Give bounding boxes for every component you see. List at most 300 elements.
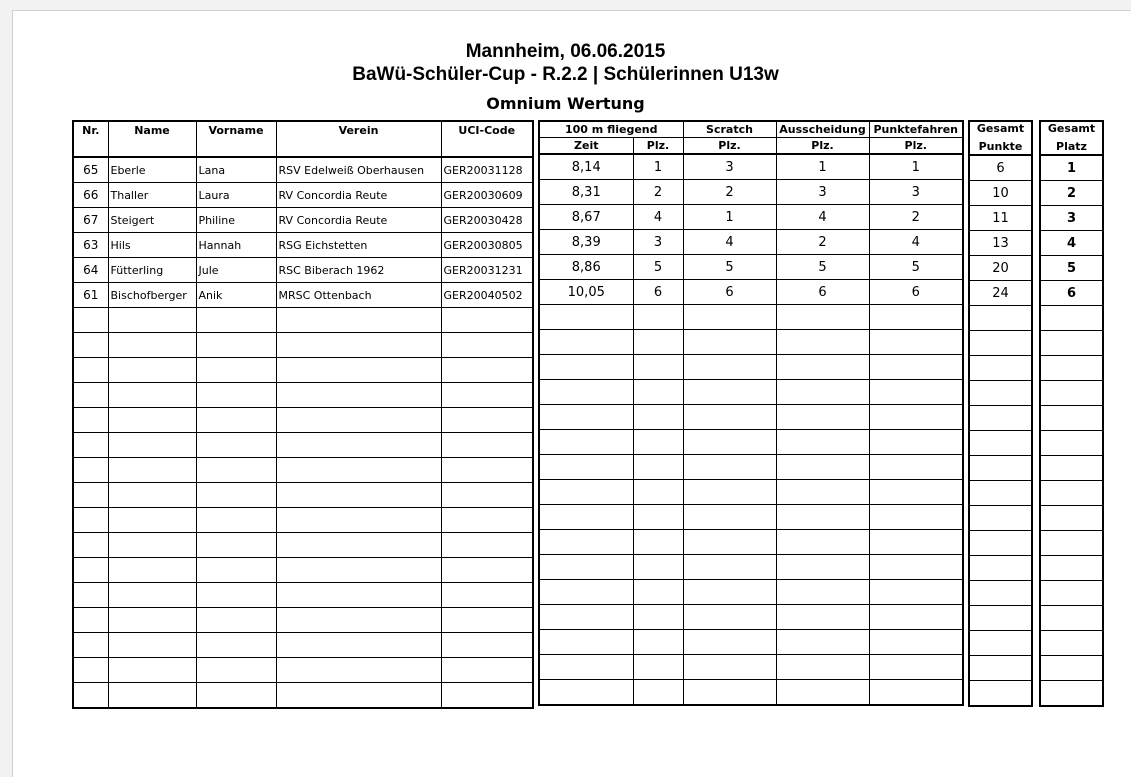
cell-uci-code (441, 333, 533, 358)
table-row (73, 608, 533, 633)
table-row (969, 506, 1032, 531)
table-row (969, 631, 1032, 656)
cell-gesamt-platz (1040, 556, 1103, 581)
table-row (1040, 606, 1103, 631)
cell-verein (276, 633, 441, 658)
table-row (539, 154, 963, 180)
table-row (969, 155, 1032, 181)
cell-vorname: Philine (196, 208, 276, 233)
cell-plz-punktefahren: 4 (869, 230, 963, 255)
table-row (73, 233, 533, 258)
table-row (539, 580, 963, 605)
cell-nr (73, 358, 108, 383)
cell-nr (73, 558, 108, 583)
cell-plz-scratch (683, 655, 776, 680)
cell-plz-scratch: 2 (683, 180, 776, 205)
cell-vorname (196, 433, 276, 458)
cell-plz-punktefahren: 5 (869, 255, 963, 280)
cell-verein (276, 583, 441, 608)
ranking-title: Omnium Wertung (486, 94, 645, 113)
cell-vorname (196, 683, 276, 709)
cell-plz-scratch (683, 680, 776, 706)
cell-plz-punktefahren (869, 530, 963, 555)
cell-plz-ausscheidung (776, 355, 869, 380)
cell-vorname (196, 308, 276, 333)
table-row (969, 406, 1032, 431)
cell-nr: 63 (73, 233, 108, 258)
table-row (969, 356, 1032, 381)
cell-gesamt-punkte (969, 506, 1032, 531)
cell-uci-code (441, 458, 533, 483)
cell-name: Steigert (108, 208, 196, 233)
cell-gesamt-punkte (969, 531, 1032, 556)
cell-zeit (539, 505, 633, 530)
cell-gesamt-punkte (969, 431, 1032, 456)
cell-plz-punktefahren (869, 380, 963, 405)
cell-name (108, 408, 196, 433)
table-row (1040, 456, 1103, 481)
cell-nr: 66 (73, 183, 108, 208)
table-row (539, 680, 963, 706)
cell-verein (276, 683, 441, 709)
table-row (1040, 356, 1103, 381)
table-row (73, 458, 533, 483)
total-points-table (968, 120, 1033, 707)
cell-nr (73, 508, 108, 533)
table-row (539, 230, 963, 255)
table-row (73, 433, 533, 458)
cell-uci-code (441, 383, 533, 408)
cell-verein (276, 533, 441, 558)
cell-uci-code (441, 408, 533, 433)
table-row (73, 183, 533, 208)
table-row (969, 606, 1032, 631)
cell-gesamt-platz (1040, 656, 1103, 681)
cell-plz-ausscheidung: 4 (776, 205, 869, 230)
cell-gesamt-platz (1040, 431, 1103, 456)
table-row (539, 305, 963, 330)
cell-name (108, 358, 196, 383)
cell-plz-ausscheidung (776, 455, 869, 480)
table-row (1040, 256, 1103, 281)
cell-uci-code: GER20030609 (441, 183, 533, 208)
cell-plz-punktefahren (869, 630, 963, 655)
cell-uci-code: GER20030805 (441, 233, 533, 258)
cell-plz-scratch (683, 380, 776, 405)
cell-nr: 65 (73, 157, 108, 183)
table-row (539, 180, 963, 205)
cell-plz-scratch: 3 (683, 154, 776, 180)
table-row (969, 331, 1032, 356)
cell-nr (73, 433, 108, 458)
cell-name (108, 508, 196, 533)
cell-gesamt-punkte (969, 306, 1032, 331)
cell-verein (276, 333, 441, 358)
cell-gesamt-platz (1040, 681, 1103, 707)
cell-name: Bischofberger (108, 283, 196, 308)
table-row (73, 308, 533, 333)
cell-gesamt-platz (1040, 481, 1103, 506)
cell-plz-ausscheidung: 3 (776, 180, 869, 205)
cell-verein (276, 433, 441, 458)
cell-vorname (196, 608, 276, 633)
cell-gesamt-punkte (969, 606, 1032, 631)
header-plz-ausscheidung: Plz. (776, 138, 869, 155)
table-row (539, 455, 963, 480)
cell-name: Thaller (108, 183, 196, 208)
cell-name (108, 483, 196, 508)
cell-verein: RSG Eichstetten (276, 233, 441, 258)
table-row (969, 456, 1032, 481)
cell-name (108, 458, 196, 483)
cell-plz-punktefahren (869, 655, 963, 680)
cell-uci-code: GER20031128 (441, 157, 533, 183)
table-row (1040, 481, 1103, 506)
cell-plz-scratch (683, 555, 776, 580)
table-row (73, 683, 533, 709)
cell-name: Fütterling (108, 258, 196, 283)
cell-nr (73, 608, 108, 633)
table-row (539, 380, 963, 405)
cell-name (108, 308, 196, 333)
table-row (969, 206, 1032, 231)
cell-plz-sprint (633, 430, 683, 455)
cell-plz-scratch (683, 605, 776, 630)
event-location-date: Mannheim, 06.06.2015 (465, 41, 666, 62)
cell-verein (276, 383, 441, 408)
table-row (969, 256, 1032, 281)
cell-plz-scratch: 1 (683, 205, 776, 230)
cell-gesamt-platz: 4 (1040, 231, 1103, 256)
cell-zeit (539, 405, 633, 430)
table-row (73, 157, 533, 183)
cell-gesamt-platz (1040, 506, 1103, 531)
cell-plz-sprint (633, 355, 683, 380)
header-uci-code: UCI-Code (441, 121, 533, 157)
table-row (1040, 281, 1103, 306)
table-row (73, 408, 533, 433)
cell-vorname (196, 558, 276, 583)
cell-verein (276, 658, 441, 683)
cell-uci-code (441, 533, 533, 558)
cell-plz-scratch: 4 (683, 230, 776, 255)
header-gesamt-punkte (969, 121, 1032, 155)
total-place-table (1039, 120, 1104, 707)
table-row (73, 483, 533, 508)
cell-nr (73, 533, 108, 558)
table-row (969, 481, 1032, 506)
cell-gesamt-punkte (969, 656, 1032, 681)
cell-vorname (196, 333, 276, 358)
cell-plz-scratch: 5 (683, 255, 776, 280)
cell-vorname (196, 533, 276, 558)
cell-gesamt-platz (1040, 531, 1103, 556)
table-row (969, 656, 1032, 681)
cell-zeit (539, 480, 633, 505)
table-row (539, 630, 963, 655)
cell-plz-punktefahren (869, 605, 963, 630)
cell-plz-punktefahren (869, 505, 963, 530)
cell-plz-ausscheidung (776, 305, 869, 330)
cell-vorname (196, 458, 276, 483)
table-row (73, 258, 533, 283)
cell-gesamt-punkte (969, 356, 1032, 381)
cell-zeit (539, 530, 633, 555)
cell-plz-ausscheidung (776, 430, 869, 455)
cell-gesamt-punkte (969, 381, 1032, 406)
cell-gesamt-punkte (969, 456, 1032, 481)
cell-plz-punktefahren (869, 680, 963, 706)
cell-vorname: Lana (196, 157, 276, 183)
cell-vorname (196, 383, 276, 408)
cell-plz-sprint (633, 330, 683, 355)
cell-verein: RV Concordia Reute (276, 208, 441, 233)
cell-zeit: 8,39 (539, 230, 633, 255)
cell-zeit (539, 430, 633, 455)
table-row (73, 583, 533, 608)
cell-verein: RV Concordia Reute (276, 183, 441, 208)
cell-zeit: 8,86 (539, 255, 633, 280)
cell-gesamt-platz (1040, 581, 1103, 606)
cell-zeit (539, 355, 633, 380)
table-row (539, 280, 963, 305)
table-row (539, 480, 963, 505)
cell-plz-ausscheidung (776, 555, 869, 580)
table-row (1040, 431, 1103, 456)
cell-plz-sprint (633, 530, 683, 555)
table-row (73, 658, 533, 683)
cell-verein (276, 408, 441, 433)
table-row (1040, 406, 1103, 431)
cell-uci-code (441, 433, 533, 458)
cell-zeit (539, 455, 633, 480)
table-row (539, 605, 963, 630)
cell-vorname: Laura (196, 183, 276, 208)
cell-gesamt-punkte: 11 (969, 206, 1032, 231)
cell-zeit: 8,14 (539, 154, 633, 180)
table-row (539, 530, 963, 555)
cell-vorname: Hannah (196, 233, 276, 258)
table-row (1040, 556, 1103, 581)
cell-zeit (539, 555, 633, 580)
cell-zeit (539, 580, 633, 605)
header-plz-sprint: Plz. (633, 138, 683, 155)
cell-nr (73, 583, 108, 608)
cell-zeit (539, 330, 633, 355)
table-row (1040, 306, 1103, 331)
table-row (1040, 681, 1103, 707)
table-row (969, 581, 1032, 606)
table-row (539, 555, 963, 580)
table-row (969, 281, 1032, 306)
cell-gesamt-punkte (969, 556, 1032, 581)
cell-vorname (196, 483, 276, 508)
cell-vorname (196, 658, 276, 683)
cell-gesamt-punkte: 13 (969, 231, 1032, 256)
cell-plz-ausscheidung (776, 530, 869, 555)
cell-gesamt-punkte: 10 (969, 181, 1032, 206)
header-scratch: Scratch (683, 121, 776, 138)
table-row (1040, 155, 1103, 181)
table-row (73, 358, 533, 383)
cell-gesamt-platz (1040, 406, 1103, 431)
cell-name: Eberle (108, 157, 196, 183)
table-row (1040, 656, 1103, 681)
cell-uci-code (441, 483, 533, 508)
cell-verein: RSV Edelweiß Oberhausen (276, 157, 441, 183)
header-gesamt-platz (1040, 121, 1103, 155)
cell-zeit (539, 680, 633, 706)
header-plz-punktefahren: Plz. (869, 138, 963, 155)
cell-plz-sprint (633, 305, 683, 330)
cell-plz-sprint (633, 380, 683, 405)
cell-plz-ausscheidung: 1 (776, 154, 869, 180)
cell-plz-punktefahren (869, 330, 963, 355)
cell-verein (276, 608, 441, 633)
cell-plz-punktefahren: 2 (869, 205, 963, 230)
table-row (73, 333, 533, 358)
cell-gesamt-platz: 5 (1040, 256, 1103, 281)
cell-plz-ausscheidung: 6 (776, 280, 869, 305)
cell-plz-ausscheidung (776, 480, 869, 505)
cell-plz-sprint (633, 655, 683, 680)
cell-name (108, 583, 196, 608)
cell-uci-code: GER20030428 (441, 208, 533, 233)
cell-plz-sprint: 5 (633, 255, 683, 280)
cell-uci-code (441, 508, 533, 533)
header-plz-scratch: Plz. (683, 138, 776, 155)
table-row (73, 508, 533, 533)
table-row (539, 655, 963, 680)
cell-gesamt-punkte (969, 631, 1032, 656)
header-gesamt-punkte-line1: Gesamt (976, 122, 1025, 135)
cell-vorname: Jule (196, 258, 276, 283)
cell-verein (276, 558, 441, 583)
cell-gesamt-platz (1040, 356, 1103, 381)
header-gesamt-platz-line1: Gesamt (1047, 122, 1096, 135)
cell-plz-scratch (683, 455, 776, 480)
cell-plz-sprint: 3 (633, 230, 683, 255)
table-row (1040, 381, 1103, 406)
cell-plz-punktefahren (869, 580, 963, 605)
cell-plz-sprint: 1 (633, 154, 683, 180)
cell-plz-sprint (633, 480, 683, 505)
cell-zeit (539, 655, 633, 680)
table-row (539, 205, 963, 230)
cell-verein: MRSC Ottenbach (276, 283, 441, 308)
header-ausscheidung: Ausscheidung (776, 121, 869, 138)
table-row (969, 181, 1032, 206)
cell-plz-scratch: 6 (683, 280, 776, 305)
cell-nr (73, 458, 108, 483)
cell-zeit: 10,05 (539, 280, 633, 305)
table-row (1040, 581, 1103, 606)
table-row (969, 431, 1032, 456)
cell-name (108, 633, 196, 658)
cell-vorname (196, 633, 276, 658)
cell-plz-sprint (633, 405, 683, 430)
cell-name (108, 608, 196, 633)
cell-nr (73, 308, 108, 333)
cell-plz-scratch (683, 530, 776, 555)
cell-uci-code (441, 308, 533, 333)
cell-verein (276, 358, 441, 383)
table-row (969, 231, 1032, 256)
cell-nr (73, 658, 108, 683)
cell-gesamt-punkte (969, 331, 1032, 356)
cell-uci-code (441, 683, 533, 709)
table-row (73, 383, 533, 408)
header-vorname: Vorname (196, 121, 276, 157)
cell-plz-punktefahren (869, 455, 963, 480)
table-row (73, 533, 533, 558)
cell-plz-sprint (633, 605, 683, 630)
cell-plz-ausscheidung (776, 580, 869, 605)
results-table (538, 120, 964, 706)
cell-nr (73, 333, 108, 358)
header-name: Name (108, 121, 196, 157)
cell-name: Hils (108, 233, 196, 258)
cell-plz-ausscheidung (776, 505, 869, 530)
table-row (1040, 631, 1103, 656)
cell-zeit: 8,67 (539, 205, 633, 230)
cell-gesamt-platz (1040, 381, 1103, 406)
cell-plz-ausscheidung (776, 680, 869, 706)
header-verein: Verein (276, 121, 441, 157)
cell-verein: RSC Biberach 1962 (276, 258, 441, 283)
cell-uci-code (441, 608, 533, 633)
cell-plz-ausscheidung (776, 630, 869, 655)
cell-uci-code: GER20040502 (441, 283, 533, 308)
cell-vorname (196, 583, 276, 608)
header-gesamt-punkte-line2: Punkte (978, 140, 1023, 153)
table-row (539, 405, 963, 430)
table-row (539, 355, 963, 380)
table-row (73, 283, 533, 308)
cell-plz-punktefahren (869, 430, 963, 455)
cell-zeit (539, 380, 633, 405)
header-nr: Nr. (73, 121, 108, 157)
cell-uci-code: GER20031231 (441, 258, 533, 283)
table-row (1040, 331, 1103, 356)
cell-gesamt-punkte (969, 406, 1032, 431)
cell-plz-punktefahren (869, 405, 963, 430)
cell-name (108, 383, 196, 408)
cell-name (108, 433, 196, 458)
cell-verein (276, 483, 441, 508)
cell-gesamt-platz (1040, 606, 1103, 631)
cell-plz-scratch (683, 305, 776, 330)
cell-uci-code (441, 658, 533, 683)
table-row (73, 558, 533, 583)
cell-gesamt-punkte: 24 (969, 281, 1032, 306)
header-gesamt-platz-line2: Platz (1056, 140, 1087, 153)
cell-nr: 61 (73, 283, 108, 308)
table-row (1040, 231, 1103, 256)
cell-verein (276, 508, 441, 533)
cell-gesamt-punkte: 20 (969, 256, 1032, 281)
participant-table (72, 120, 534, 709)
cell-plz-scratch (683, 505, 776, 530)
cell-plz-sprint (633, 555, 683, 580)
table-row (969, 556, 1032, 581)
cell-nr (73, 383, 108, 408)
cell-plz-sprint: 6 (633, 280, 683, 305)
cell-plz-punktefahren (869, 355, 963, 380)
cell-nr: 67 (73, 208, 108, 233)
cell-plz-scratch (683, 330, 776, 355)
cell-plz-sprint: 2 (633, 180, 683, 205)
